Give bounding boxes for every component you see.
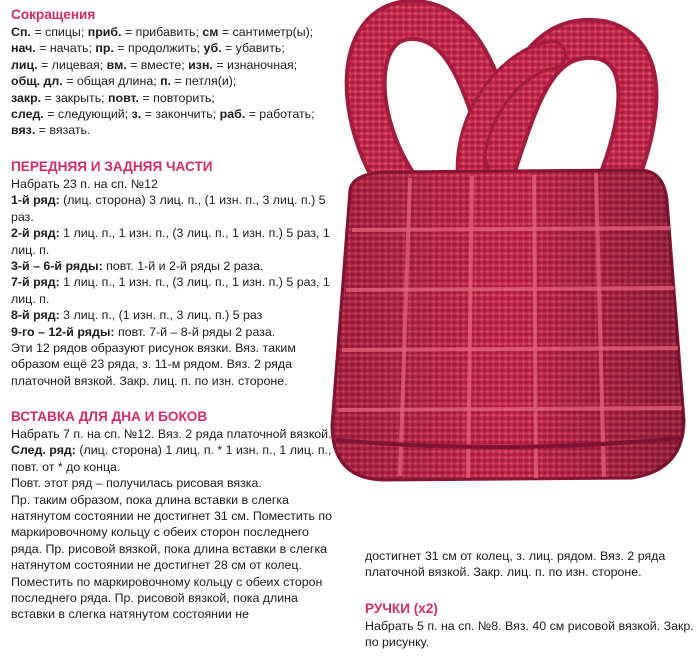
abbr-term: з. [131, 107, 142, 122]
row-label: 7-й ряд: [11, 275, 60, 290]
abbr-def: = повторить; [138, 90, 215, 105]
abbr-row [11, 122, 341, 138]
pattern-row [11, 225, 341, 258]
row-text: 1 лиц. п., 1 изн. п., (3 лиц. п., 1 изн. п.) 5 раз, 1 лиц. п. [11, 275, 330, 306]
row-label: 3-й – 6-й ряды: [11, 259, 103, 274]
insert-section [11, 408, 341, 623]
row-label: 8-й ряд: [11, 308, 60, 323]
row-text: 3 лиц. п., (1 изн. п., 3 лиц. п.) 5 раз [59, 308, 263, 323]
pattern-note: Эти 12 рядов образуют рисунок вязки. Вяз. таким образом ещё 23 ряда, з. 11-м рядом. Вяз. 2 ряда платочной вязкой. Закр. лиц. п. по изн. стороне. [11, 341, 296, 388]
row-text: повт. 7-й – 8-й ряды 2 раза. [114, 324, 276, 339]
pattern-row [11, 307, 341, 323]
abbr-def: = работать; [245, 107, 315, 122]
insert-heading: ВСТАВКА ДЛЯ ДНА И БОКОВ [11, 409, 208, 424]
abbr-row [11, 24, 341, 40]
row-text: (лиц. сторона) 3 лиц. п., (1 изн. п., 3 лиц. п.) 5 раз. [11, 193, 326, 224]
abbr-term: изн. [188, 57, 213, 72]
abbr-def: = сантиметр(ы); [218, 25, 314, 39]
abbr-row [11, 40, 341, 56]
row-label: 2-й ряд: [11, 226, 60, 241]
pattern-row [11, 274, 341, 307]
row-text: 1 лиц. п., 1 изн. п., (3 лиц. п., 1 изн. п.) 5 раз, 1 лиц. п. [11, 226, 330, 257]
handles-text: Набрать 5 п. на сп. №8. Вяз. 40 см рисовой вязкой. Закр. по рисунку. [365, 619, 694, 650]
abbr-def: = общая длина; [62, 74, 161, 89]
pattern-row [11, 258, 341, 274]
abbr-def: = спицы; [30, 25, 88, 39]
handles-section [365, 600, 695, 651]
row-label: След. ряд: [11, 443, 76, 458]
abbr-term: след. [11, 107, 44, 122]
bag-photo [312, 0, 699, 520]
abbr-term: повт. [108, 90, 139, 105]
abbr-term: раб. [219, 107, 246, 122]
abbr-row [11, 90, 341, 106]
pattern-row [11, 324, 341, 340]
row-label: 1-й ряд: [11, 193, 60, 208]
abbr-def: = изнаночная; [212, 57, 298, 72]
abbr-term: см [202, 25, 219, 39]
row-text: повт. 1-й и 2-й ряды 2 раза. [102, 259, 264, 274]
insert-para: Повт. этот ряд – получилась рисовая вязка. [11, 476, 262, 491]
abbr-def: = продолжить; [113, 41, 204, 56]
abbr-term: пр. [95, 41, 114, 56]
abbr-term: нач. [11, 41, 36, 56]
abbr-term: уб. [203, 41, 222, 56]
abbr-term: п. [160, 74, 172, 89]
abbr-def: = убавить; [221, 41, 285, 56]
abbr-term: лиц. [11, 57, 38, 72]
insert-continuation [365, 548, 695, 581]
abbr-def: = начать; [35, 41, 96, 56]
abbr-def: = закрыть; [41, 90, 109, 105]
abbr-def: = лицевая; [37, 57, 107, 72]
pattern-row [11, 192, 341, 225]
row-label: 9-го – 12-й ряды: [11, 324, 115, 339]
row-text: (лиц. сторона) 1 лиц. п. * 1 изн. п., 1 лиц. п., повт. от * до конца. [11, 443, 332, 474]
abbr-def: = прибавить; [121, 25, 203, 39]
abbr-term: приб. [87, 25, 122, 39]
abbr-def: = следующий; [43, 107, 132, 122]
abbr-row [11, 106, 341, 122]
insert-next-row [11, 442, 341, 475]
abbr-term: вяз. [11, 123, 36, 138]
front-back-heading: ПЕРЕДНЯЯ И ЗАДНЯЯ ЧАСТИ [11, 159, 213, 174]
abbr-row [11, 57, 341, 73]
cast-on-text: Набрать 23 п. на сп. №12 [11, 177, 158, 191]
abbr-term: Сп. [11, 25, 31, 39]
insert-cast-on: Набрать 7 п. на сп. №12. Вяз. 2 ряда платочной вязкой. [11, 427, 332, 441]
insert-para: Пр. таким образом, пока длина вставки в слегка натянутом состоянии не достигнет 31 см. Поместить по маркировочному кольцу с обеих сторон последнего ряда. Пр. рисовой вязкой, пока длина вставки в слегка натянутом состоянии не достигнет 28 см от колец. Поместить по маркировочному кольцу с обеих сторон последнего ряда. Пр. рисовой вязкой, пока длина вставки в слегка натянутом состоянии не [11, 492, 333, 622]
handles-heading: РУЧКИ (x2) [365, 601, 438, 616]
front-back-section [11, 158, 341, 389]
abbr-def: = вязать. [35, 123, 91, 138]
knitted-bag-illustration [312, 0, 699, 520]
abbr-term: закр. [11, 90, 42, 105]
abbr-def: = вместе; [126, 57, 189, 72]
abbreviations-section [11, 6, 341, 139]
abbr-def: = закончить; [141, 107, 220, 122]
abbr-row [11, 73, 341, 89]
abbr-term: общ. дл. [11, 74, 63, 89]
continuation-text: достигнет 31 см от колец, з. лиц. рядом. Вяз. 2 ряда платочной вязкой. Закр. лиц. п. по изн. стороне. [365, 549, 666, 580]
abbr-def: = петля(и); [171, 74, 237, 89]
abbr-term: вм. [106, 57, 127, 72]
abbreviations-heading: Сокращения [11, 7, 96, 22]
